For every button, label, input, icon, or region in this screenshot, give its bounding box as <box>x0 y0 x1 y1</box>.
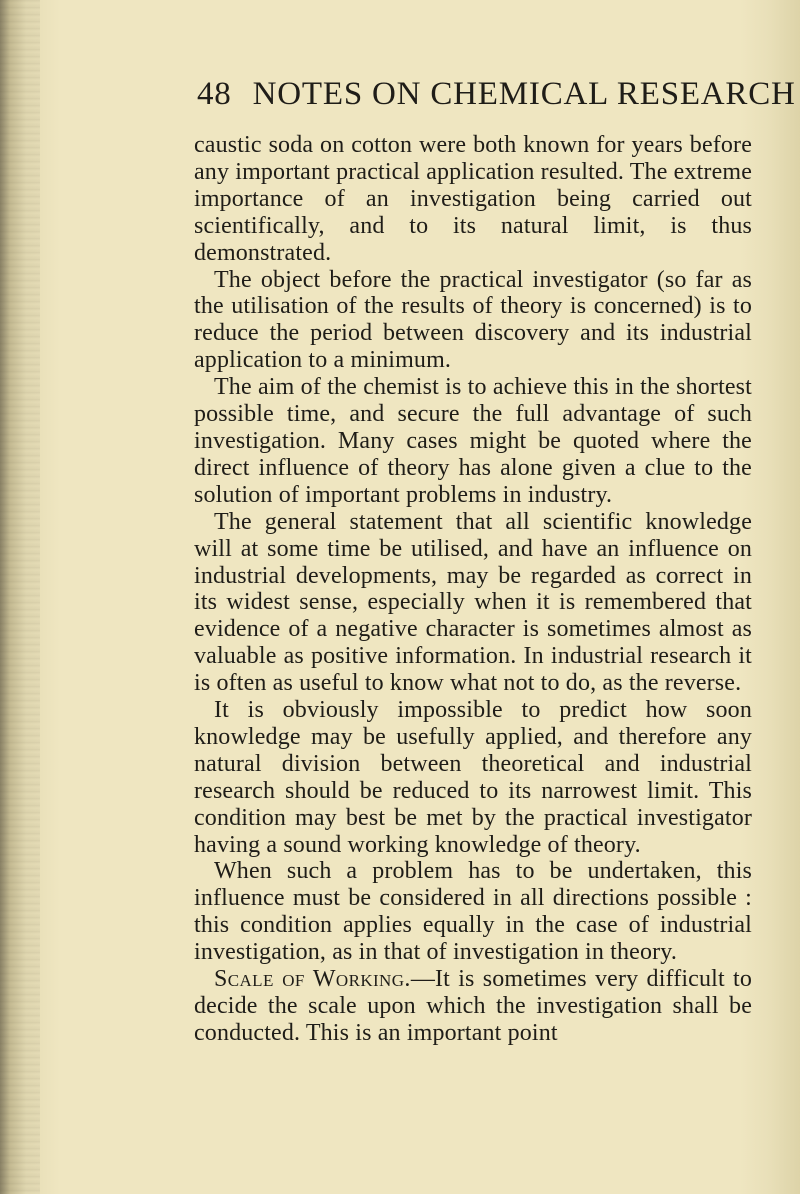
section-paragraph <box>194 966 752 1047</box>
paragraph: The general statement that all scientific knowledge will at some time be utilised, and have an influence on industrial developments, may be regarded as correct in its widest sense, especially when it is remembered that evidence of a negative character is sometimes almost as valuable as positive information. In industrial research it is often as useful to know what not to do, as the reverse. <box>194 508 752 697</box>
page-gutter <box>0 0 40 1194</box>
paragraph: When such a problem has to be undertaken, this influence must be considered in all directions possible : this condition applies equally in the case of industrial investigation, as in that of investigation in theory. <box>194 858 752 966</box>
paragraph: The aim of the chemist is to achieve this in the shortest possible time, and secure the full advantage of such investigation. Many cases might be quoted where the direct influence of theory has alone given a clue to the solution of important problems in industry. <box>194 374 752 508</box>
running-header <box>197 76 796 112</box>
page-body <box>194 132 752 1047</box>
page-number: 48 <box>197 76 232 112</box>
section-text: —It is sometimes very difficult to decide the scale upon which the investigation shall be conducted. This is an important point <box>194 966 752 1046</box>
paragraph: It is obviously impossible to predict how soon knowledge may be usefully applied, and therefore any natural division between theoretical and industrial research should be reduced to its narrowest limit. This condition may best be met by the practical investigator having a sound working knowledge of theory. <box>194 697 752 858</box>
section-heading: Scale of Working. <box>214 966 411 993</box>
running-title: NOTES ON CHEMICAL RESEARCH <box>252 76 796 112</box>
paragraph: The object before the practical investigator (so far as the utilisation of the results of theory is concerned) is to reduce the period between discovery and its industrial application to a minimum. <box>194 266 752 374</box>
paragraph-continuation: caustic soda on cotton were both known for years before any important practical application resulted. The extreme importance of an investigation being carried out scientifically, and to its natural limit, is thus demonstrated. <box>194 132 752 266</box>
